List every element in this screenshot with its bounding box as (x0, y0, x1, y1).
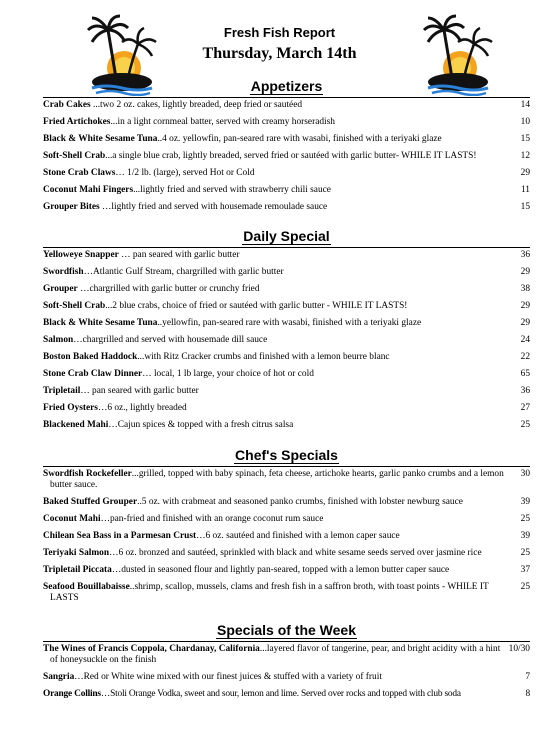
item-price: 14 (520, 100, 530, 110)
item-price: 25 (520, 582, 530, 592)
item-price: 11 (520, 185, 530, 195)
menu-item: Stone Crab Claws… 1/2 lb. (large), served Hot or Cold 29 (43, 168, 530, 178)
menu-item: Orange Collins…Stoli Orange Vodka, sweet and sour, lemon and lime. Served over rocks and topped with club soda 8 (43, 689, 530, 699)
menu-item: Tripletail Piccata…dusted in seasoned flour and lightly pan-seared, topped with a lemon butter caper sauce 37 (43, 565, 530, 575)
appetizers-section (43, 77, 530, 219)
item-price: 7 (525, 672, 530, 682)
item-price: 30 (520, 469, 530, 479)
section-divider (43, 247, 530, 248)
menu-item: Blackened Mahi…Cajun spices & topped with a fresh citrus salsa 25 (43, 420, 530, 430)
item-price: 25 (520, 420, 530, 430)
section-title: Appetizers (250, 78, 323, 94)
item-price: 29 (520, 318, 530, 328)
report-title: Fresh Fish Report (223, 25, 336, 40)
menu-item: Coconut Mahi Fingers...lightly fried and served with strawberry chili sauce 11 (43, 185, 530, 195)
item-price: 22 (520, 352, 530, 362)
section-title: Specials of the Week (216, 622, 356, 638)
item-price: 15 (520, 202, 530, 212)
item-price: 24 (520, 335, 530, 345)
menu-item: Black & White Sesame Tuna..yellowfin, pan-seared rare with wasabi, finished with a teriyaki glaze 29 (43, 318, 530, 328)
section-divider (43, 97, 530, 98)
item-price: 15 (520, 134, 530, 144)
menu-item: Tripletail… pan seared with garlic butter 36 (43, 386, 530, 396)
menu-item: Swordfish…Atlantic Gulf Stream, chargrilled with garlic butter 29 (43, 267, 530, 277)
item-price: 65 (520, 369, 530, 379)
item-price: 27 (520, 403, 530, 413)
menu-item: Sangria…Red or White wine mixed with our finest juices & stuffed with a variety of fruit 7 (43, 672, 530, 682)
item-price: 25 (520, 548, 530, 558)
menu-item: Boston Baked Haddock...with Ritz Cracker crumbs and finished with a lemon beurre blanc 22 (43, 352, 530, 362)
section-divider (43, 466, 530, 467)
item-price: 25 (520, 514, 530, 524)
menu-item: Salmon…chargrilled and served with housemade dill sauce 24 (43, 335, 530, 345)
specials-of-the-week-section (43, 621, 530, 706)
daily-special-section (43, 227, 530, 437)
item-price: 39 (520, 497, 530, 507)
menu-item: Swordfish Rockefeller...grilled, topped with baby spinach, feta cheese, artichoke hearts, garlic panko crumbs and a lemon butter sauce. 30 (43, 469, 530, 490)
item-price: 38 (520, 284, 530, 294)
item-price: 8 (525, 689, 530, 699)
item-price: 29 (520, 267, 530, 277)
item-price: 39 (520, 531, 530, 541)
item-price: 36 (520, 386, 530, 396)
menu-item: Fried Oysters…6 oz., lightly breaded 27 (43, 403, 530, 413)
menu-item: Black & White Sesame Tuna..4 oz. yellowfin, pan-seared rare with wasabi, finished with a teriyaki glaze 15 (43, 134, 530, 144)
menu-item: Fried Artichokes...in a light cornmeal batter, served with creamy horseradish 10 (43, 117, 530, 127)
menu-item: Soft-Shell Crab...a single blue crab, lightly breaded, served fried or sautéed with garlic butter- WHILE IT LASTS! 12 (43, 151, 530, 161)
item-price: 12 (520, 151, 530, 161)
menu-item: The Wines of Francis Coppola, Chardanay, California...layered flavor of tangerine, pear, and bright acidity with a hint of honeysuckle on the finish 10/30 (43, 644, 530, 665)
menu-item: Baked Stuffed Grouper..5 oz. with crabmeat and seasoned panko crumbs, finished with lobster newburg sauce 39 (43, 497, 530, 507)
menu-item: Soft-Shell Crab...2 blue crabs, choice of fried or sautéed with garlic butter - WHILE IT LASTS! 29 (43, 301, 530, 311)
item-price: 10 (520, 117, 530, 127)
menu-item: Coconut Mahi…pan-fried and finished with an orange coconut rum sauce 25 (43, 514, 530, 524)
section-divider (43, 641, 530, 642)
item-price: 10/30 (508, 644, 530, 654)
menu-item: Yelloweye Snapper … pan seared with garlic butter 36 (43, 250, 530, 260)
menu-item: Teriyaki Salmon…6 oz. bronzed and sautéed, sprinkled with black and white sesame seeds served over jasmine rice 25 (43, 548, 530, 558)
menu-item: Stone Crab Claw Dinner… local, 1 lb large, your choice of hot or cold 65 (43, 369, 530, 379)
menu-item: Crab Cakes ...two 2 oz. cakes, lightly breaded, deep fried or sautéed 14 (43, 100, 530, 110)
item-price: 36 (520, 250, 530, 260)
chefs-specials-section (43, 446, 530, 610)
item-price: 29 (520, 301, 530, 311)
item-price: 37 (520, 565, 530, 575)
menu-item: Chilean Sea Bass in a Parmesan Crust…6 oz. sautéed and finished with a lemon caper sauce 39 (43, 531, 530, 541)
report-date: Thursday, March 14th (202, 45, 357, 62)
section-title: Daily Special (243, 228, 330, 244)
menu-item: Grouper Bites …lightly fried and served with housemade remoulade sauce 15 (43, 202, 530, 212)
menu-item: Seafood Bouillabaisse..shrimp, scallop, mussels, clams and fresh fish in a saffron broth, with toast points - WHILE IT LASTS 25 (43, 582, 530, 603)
item-price: 29 (520, 168, 530, 178)
menu-item: Grouper …chargrilled with garlic butter or crunchy fried 38 (43, 284, 530, 294)
section-title: Chef's Specials (235, 447, 338, 463)
